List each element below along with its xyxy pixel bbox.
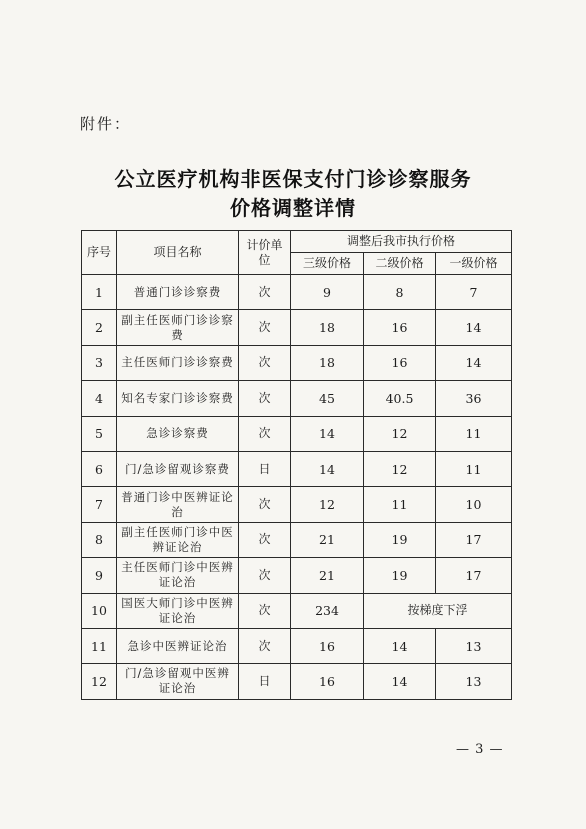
header-level3: 三级价格 [291, 253, 364, 275]
price-table [81, 230, 512, 700]
row-level2-price: 19 [364, 522, 436, 557]
row-seq: 8 [82, 522, 117, 557]
row-level1-price: 13 [436, 628, 512, 663]
row-item-name: 门/急诊留观中医辨证论治 [117, 664, 239, 699]
document-title-line-2: 价格调整详情 [230, 196, 356, 220]
row-level1-price: 7 [436, 275, 512, 310]
row-item-name: 急诊诊察费 [117, 416, 239, 451]
row-item-name: 普通门诊中医辨证论治 [117, 487, 239, 522]
table-row [82, 451, 512, 486]
row-level3-price: 18 [291, 310, 364, 345]
row-seq: 12 [82, 664, 117, 699]
row-unit: 次 [239, 310, 291, 345]
row-level3-price: 12 [291, 487, 364, 522]
table-row [82, 558, 512, 593]
row-level3-price: 14 [291, 416, 364, 451]
row-level3-price: 14 [291, 451, 364, 486]
table-row [82, 628, 512, 663]
row-level2-price: 14 [364, 664, 436, 699]
row-level3-price: 45 [291, 381, 364, 416]
row-level3-price: 21 [291, 522, 364, 557]
header-seq: 序号 [82, 231, 117, 275]
row-seq: 9 [82, 558, 117, 593]
row-item-name: 急诊中医辨证论治 [117, 628, 239, 663]
row-unit: 次 [239, 275, 291, 310]
table-row [82, 664, 512, 699]
row-level2-price: 16 [364, 310, 436, 345]
row-level1-price: 10 [436, 487, 512, 522]
row-level1-price: 11 [436, 416, 512, 451]
row-level3-price: 21 [291, 558, 364, 593]
row-item-name: 门/急诊留观诊察费 [117, 451, 239, 486]
table-row [82, 275, 512, 310]
row-unit: 次 [239, 345, 291, 380]
row-seq: 4 [82, 381, 117, 416]
row-item-name: 国医大师门诊中医辨证论治 [117, 593, 239, 628]
attachment-label: 附件： [80, 115, 132, 133]
row-seq: 10 [82, 593, 117, 628]
row-item-name: 主任医师门诊中医辨证论治 [117, 558, 239, 593]
row-level1-price: 14 [436, 345, 512, 380]
row-unit: 日 [239, 451, 291, 486]
row-unit: 次 [239, 628, 291, 663]
row-level1-price: 13 [436, 664, 512, 699]
row-level2-price: 11 [364, 487, 436, 522]
row-level2-price: 14 [364, 628, 436, 663]
row-level1-price: 11 [436, 451, 512, 486]
row-unit: 次 [239, 522, 291, 557]
row-level1-price: 14 [436, 310, 512, 345]
row-level1-price: 17 [436, 558, 512, 593]
row-item-name: 知名专家门诊诊察费 [117, 381, 239, 416]
header-level1: 一级价格 [436, 253, 512, 275]
row-level2-price: 19 [364, 558, 436, 593]
table-row [82, 487, 512, 522]
row-unit: 次 [239, 416, 291, 451]
row-level3-price: 18 [291, 345, 364, 380]
page-number: — 3 — [456, 742, 504, 757]
row-item-name: 副主任医师门诊中医辨证论治 [117, 522, 239, 557]
row-seq: 1 [82, 275, 117, 310]
row-seq: 6 [82, 451, 117, 486]
row-seq: 11 [82, 628, 117, 663]
header-price-group: 调整后我市执行价格 [291, 231, 512, 253]
document-title-line-1: 公立医疗机构非医保支付门诊诊察服务 [114, 167, 472, 191]
row-level3-price: 234 [291, 593, 364, 628]
row-unit: 次 [239, 558, 291, 593]
row-seq: 2 [82, 310, 117, 345]
row-unit: 次 [239, 487, 291, 522]
table-row [82, 381, 512, 416]
header-level2: 二级价格 [364, 253, 436, 275]
table-row [82, 522, 512, 557]
row-level2-price: 16 [364, 345, 436, 380]
row-seq: 3 [82, 345, 117, 380]
row-level2-price: 8 [364, 275, 436, 310]
table-row [82, 310, 512, 345]
row-unit: 次 [239, 381, 291, 416]
row-level2-price: 12 [364, 451, 436, 486]
table-row [82, 416, 512, 451]
row-level3-price: 16 [291, 628, 364, 663]
row-level1-price: 36 [436, 381, 512, 416]
row-level3-price: 9 [291, 275, 364, 310]
table-row [82, 593, 512, 628]
table-header-row [82, 231, 512, 253]
row-level2-1-price: 按梯度下浮 [364, 593, 512, 628]
row-level3-price: 16 [291, 664, 364, 699]
row-item-name: 普通门诊诊察费 [117, 275, 239, 310]
row-seq: 5 [82, 416, 117, 451]
row-level2-price: 12 [364, 416, 436, 451]
row-item-name: 副主任医师门诊诊察费 [117, 310, 239, 345]
row-level1-price: 17 [436, 522, 512, 557]
table-row [82, 345, 512, 380]
row-unit: 次 [239, 593, 291, 628]
row-item-name: 主任医师门诊诊察费 [117, 345, 239, 380]
row-level2-price: 40.5 [364, 381, 436, 416]
header-unit: 计价单位 [239, 231, 291, 275]
row-unit: 日 [239, 664, 291, 699]
row-seq: 7 [82, 487, 117, 522]
header-name: 项目名称 [117, 231, 239, 275]
